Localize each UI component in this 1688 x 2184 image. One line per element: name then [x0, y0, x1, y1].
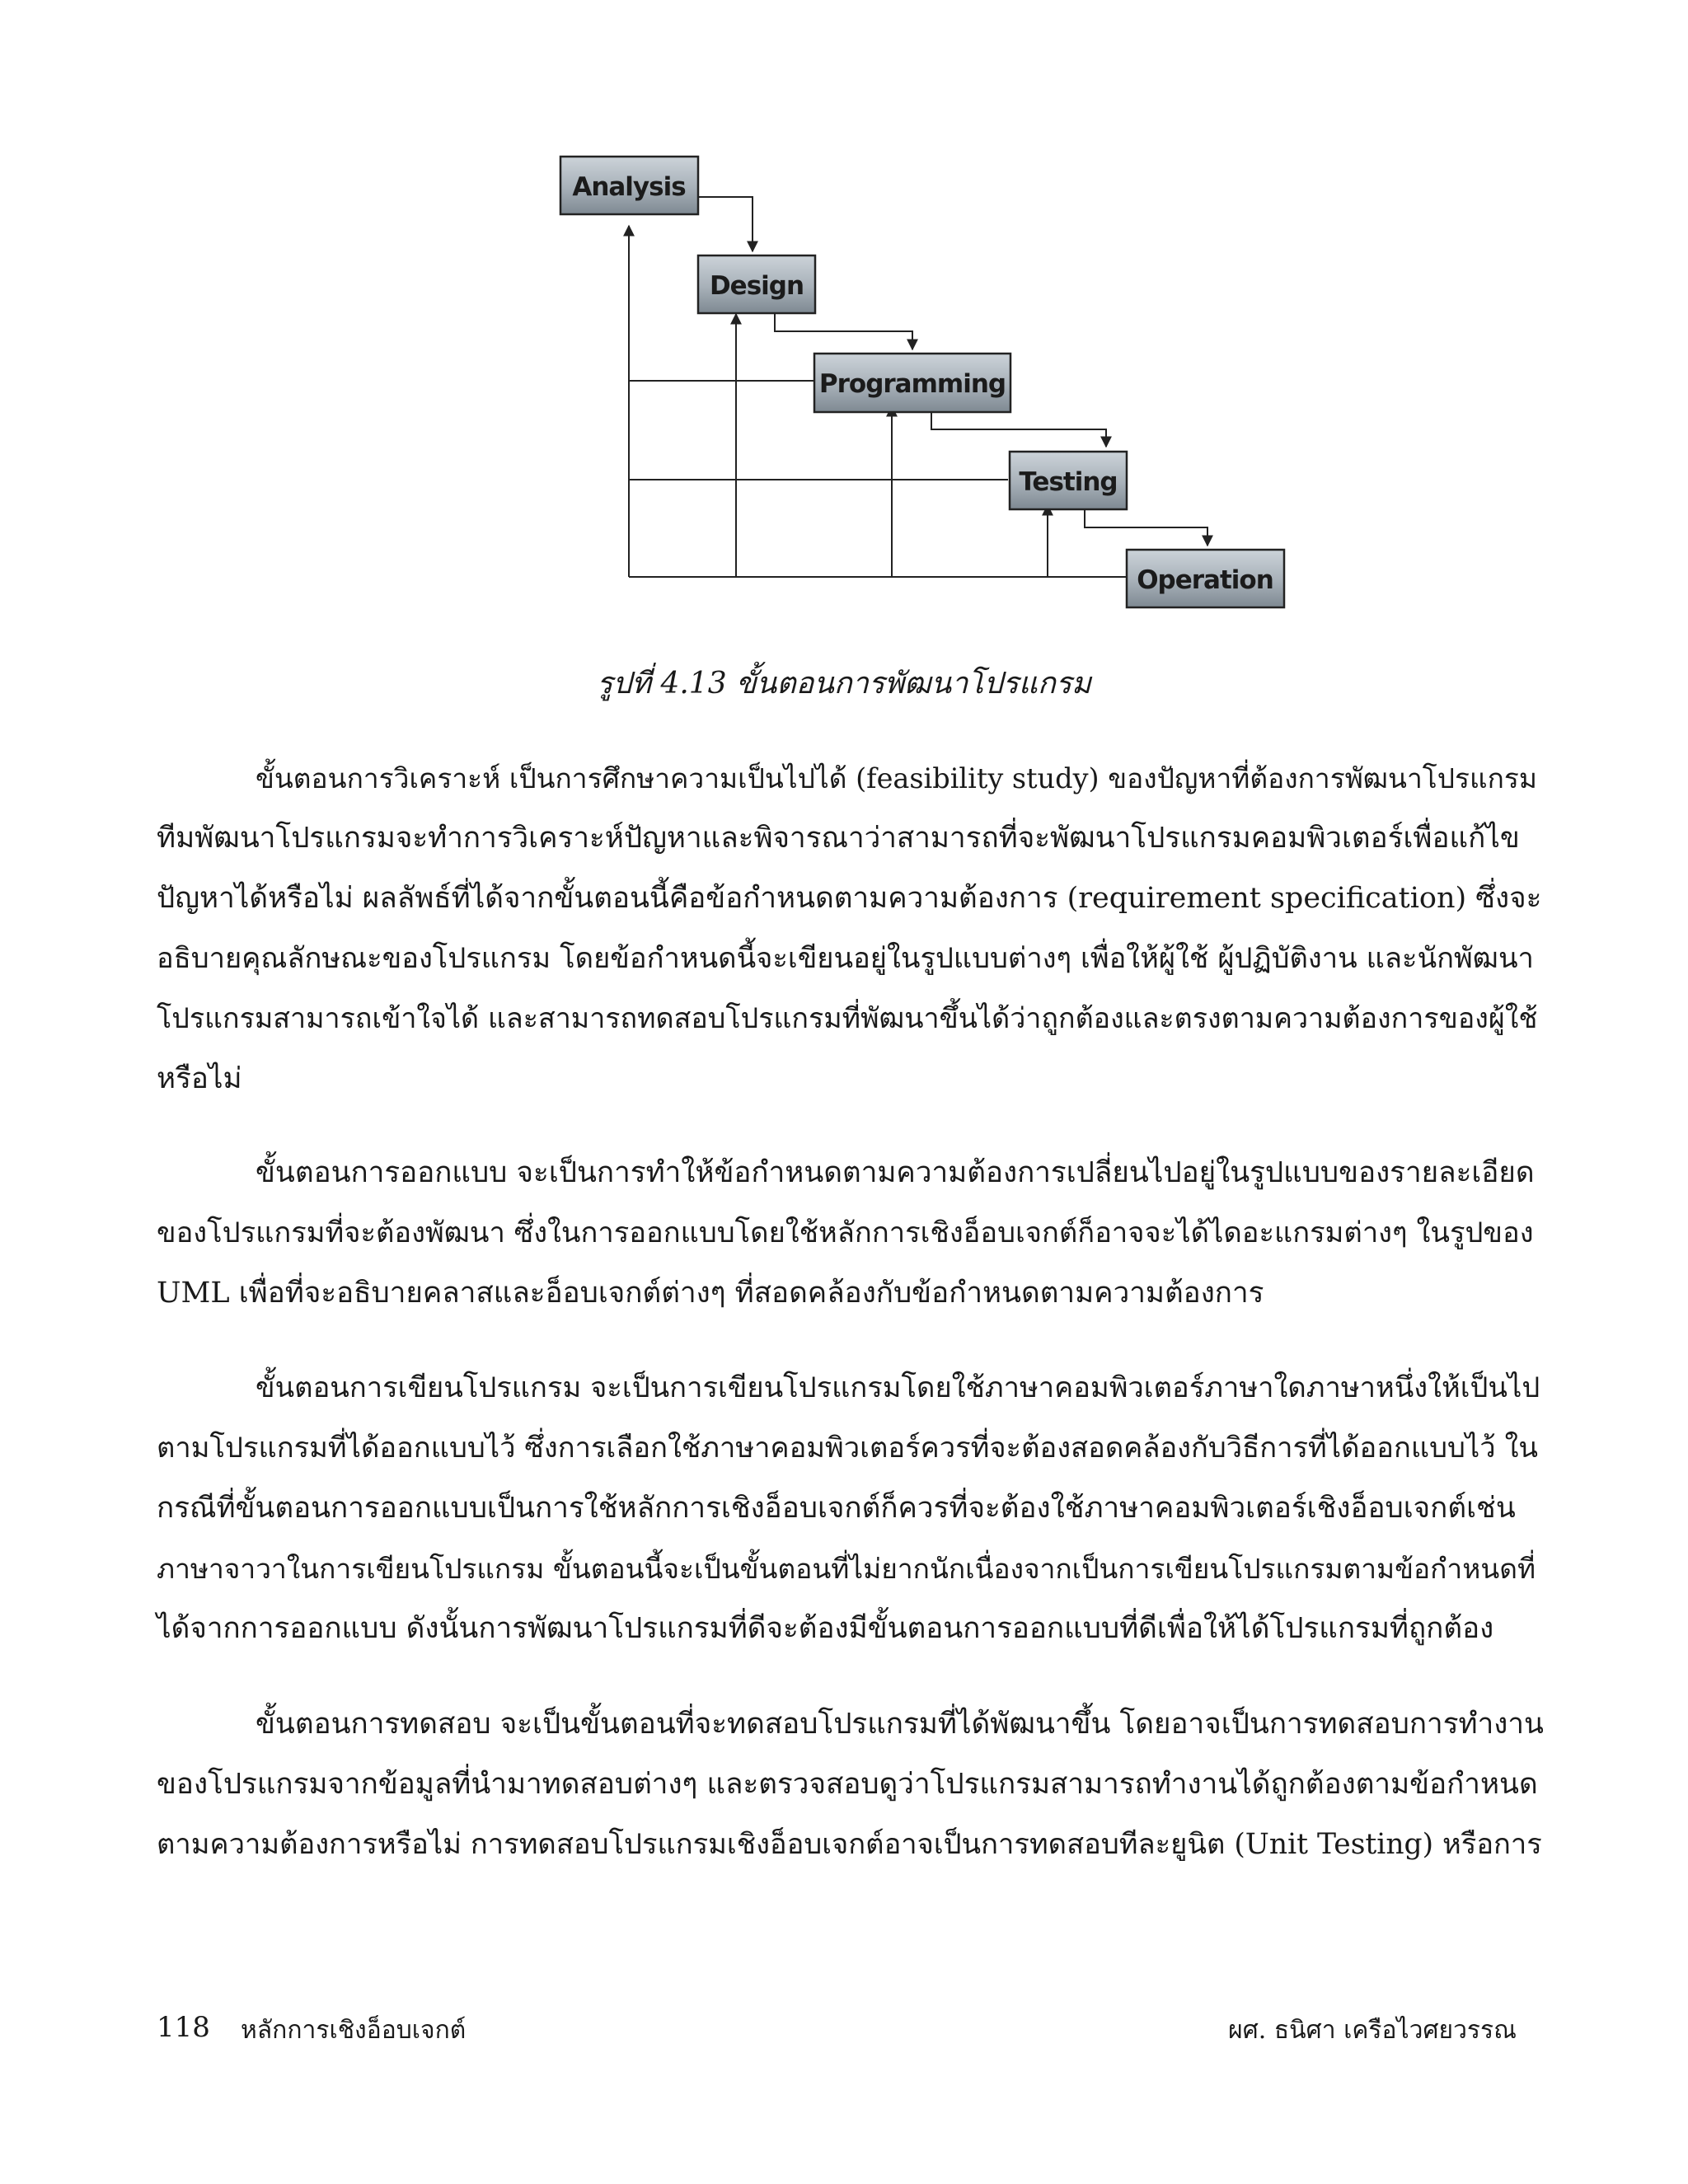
step-analysis: [560, 157, 698, 214]
step-testing: [1010, 452, 1127, 509]
paragraph-line: ขั้นตอนการวิเคราะห์ เป็นการศึกษาความเป็นไปได้ (feasibility study) ของปัญหาที่ต้องการพัฒนาโปรแกรม: [256, 762, 1537, 794]
step-design: [698, 255, 815, 313]
step-programming: [814, 354, 1010, 412]
paragraph-design: [157, 1143, 1550, 1324]
paragraph-analysis: [157, 748, 1550, 1109]
paragraph-programming: [157, 1358, 1550, 1659]
step-operation: [1127, 550, 1284, 607]
step-analysis-label: Analysis: [572, 172, 686, 202]
figure-caption: รูปที่ 4.13 ขั้นตอนการพัฒนาโปรแกรม: [597, 667, 1091, 701]
step-programming-label: Programming: [818, 369, 1006, 399]
step-testing-label: Testing: [1019, 467, 1118, 497]
paragraph-line: หรือไม่: [157, 1062, 242, 1095]
paragraph-line: ขั้นตอนการเขียนโปรแกรม จะเป็นการเขียนโปรแกรมโดยใช้ภาษาคอมพิวเตอร์ภาษาใดภาษาหนึ่งให้เป็นไป: [256, 1371, 1540, 1404]
paragraph-line: ปัญหาได้หรือไม่ ผลลัพธ์ที่ได้จากขั้นตอนนี้คือข้อกำหนดตามความต้องการ (requirement specification) ซึ่งจะ: [157, 882, 1542, 915]
step-operation-label: Operation: [1137, 565, 1273, 595]
paragraph-line: ตามโปรแกรมที่ได้ออกแบบไว้ ซึ่งการเลือกใช้ภาษาคอมพิวเตอร์ควรที่จะต้องสอดคล้องกับวิธีการที่ได้ออกแบบไว้ ใน: [157, 1432, 1539, 1465]
book-title: หลักการเชิงอ็อบเจกต์: [241, 2016, 467, 2045]
paragraph-line: ตามความต้องการหรือไม่ การทดสอบโปรแกรมเชิงอ็อบเจกต์อาจเป็นการทดสอบทีละยูนิต (Unit Testing) หรือการ: [157, 1828, 1542, 1861]
paragraph-line: อธิบายคุณลักษณะของโปรแกรม โดยข้อกำหนดนี้จะเขียนอยู่ในรูปแบบต่างๆ เพื่อให้ผู้ใช้ ผู้ปฏิบัติงาน และนักพัฒนา: [157, 942, 1534, 975]
paragraph-line: กรณีที่ขั้นตอนการออกแบบเป็นการใช้หลักการเชิงอ็อบเจกต์ก็ควรที่จะต้องใช้ภาษาคอมพิวเตอร์เชิงอ็อบเจกต์เช่น: [157, 1492, 1516, 1525]
paragraph-line: ของโปรแกรมจากข้อมูลที่นำมาทดสอบต่างๆ และตรวจสอบดูว่าโปรแกรมสามารถทำงานได้ถูกต้องตามข้อกำหนด: [157, 1768, 1538, 1801]
paragraph-line: ได้จากการออกแบบ ดังนั้นการพัฒนาโปรแกรมที่ดีจะต้องมีขั้นตอนการออกแบบที่ดีเพื่อให้ได้โปรแกรมที่ถูกต้อง: [157, 1612, 1494, 1645]
paragraph-line: ของโปรแกรมที่จะต้องพัฒนา ซึ่งในการออกแบบโดยใช้หลักการเชิงอ็อบเจกต์ก็อาจจะได้ไดอะแกรมต่างๆ ในรูปของ: [157, 1216, 1534, 1249]
waterfall-diagram: [552, 148, 1294, 626]
author-name: ผศ. ธนิศา เครือไวศยวรรณ: [1228, 2016, 1517, 2045]
paragraph-line: ขั้นตอนการทดสอบ จะเป็นขั้นตอนที่จะทดสอบโปรแกรมที่ได้พัฒนาขึ้น โดยอาจเป็นการทดสอบการทำงาน: [256, 1708, 1544, 1741]
paragraph-line: ทีมพัฒนาโปรแกรมจะทำการวิเคราะห์ปัญหาและพิจารณาว่าสามารถที่จะพัฒนาโปรแกรมคอมพิวเตอร์เพื่อแก้ไข: [157, 822, 1520, 855]
paragraph-testing: [157, 1694, 1550, 1875]
paragraph-line: โปรแกรมสามารถเข้าใจได้ และสามารถทดสอบโปรแกรมที่พัฒนาขึ้นได้ว่าถูกต้องและตรงตามความต้องการของผู้ใช้: [157, 1002, 1538, 1035]
page-number: 118: [157, 2011, 210, 2044]
paragraph-line: ภาษาจาวาในการเขียนโปรแกรม ขั้นตอนนี้จะเป็นขั้นตอนที่ไม่ยากนักเนื่องจากเป็นการเขียนโปรแกรมตามข้อกำหนดที่: [157, 1553, 1536, 1585]
step-design-label: Design: [709, 271, 804, 301]
paragraph-line: ขั้นตอนการออกแบบ จะเป็นการทำให้ข้อกำหนดตามความต้องการเปลี่ยนไปอยู่ในรูปแบบของรายละเอียด: [256, 1156, 1535, 1189]
paragraph-line: UML เพื่อที่จะอธิบายคลาสและอ็อบเจกต์ต่างๆ ที่สอดคล้องกับข้อกำหนดตามความต้องการ: [157, 1277, 1264, 1310]
